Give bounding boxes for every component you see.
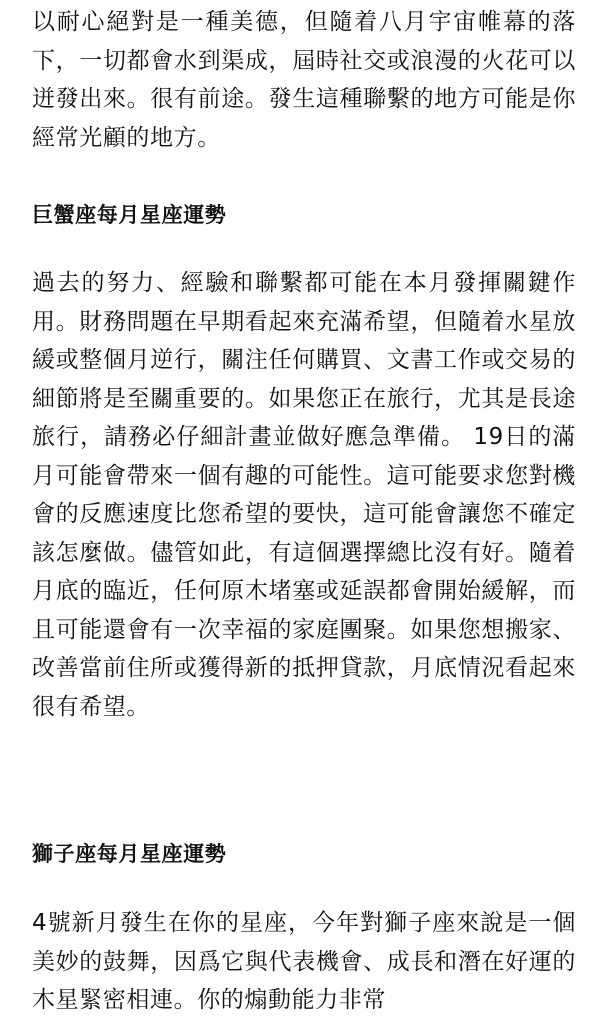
leo-horoscope-heading: 獅子座每月星座運勢 [32,842,227,866]
intro-paragraph: 以耐心絕對是一種美德，但隨着八月宇宙帷幕的落下，一切都會水到渠成，屆時社交或浪漫的火花可以迸發出來。很有前途。發生這種聯繫的地方可能是你經常光顧的地方。 [32,9,576,151]
leo-horoscope-paragraph: 4號新月發生在你的星座，今年對獅子座來說是一個美妙的鼓舞，因爲它與代表機會、成長和潛在好運的木星緊密相連。你的煽動能力非常 [32,910,576,1013]
cancer-horoscope-heading: 巨蟹座每月星座運勢 [32,203,227,227]
cancer-horoscope-paragraph: 過去的努力、經驗和聯繫都可能在本月發揮關鍵作用。財務問題在早期看起來充滿希望，但隨着水星放緩或整個月逆行，關注任何購買、文書工作或交易的細節將是至關重要的。如果您正在旅行，尤其是長途旅行，請務必仔細計畫並做好應急準備。 19日的滿月可能會帶來一個有趣的可能性。這可能要求您對機會的反應速度比您希望的要快，這可能會讓您不確定該怎麼做。儘管如此，有這個選擇總比沒有好。隨着月底的臨近，任何原木堵塞或延誤都會開始緩解，而且可能還會有一次幸福的家庭團聚。如果您想搬家、改善當前住所或獲得新的抵押貸款，月底情況看起來很有希望。 [32,270,576,720]
